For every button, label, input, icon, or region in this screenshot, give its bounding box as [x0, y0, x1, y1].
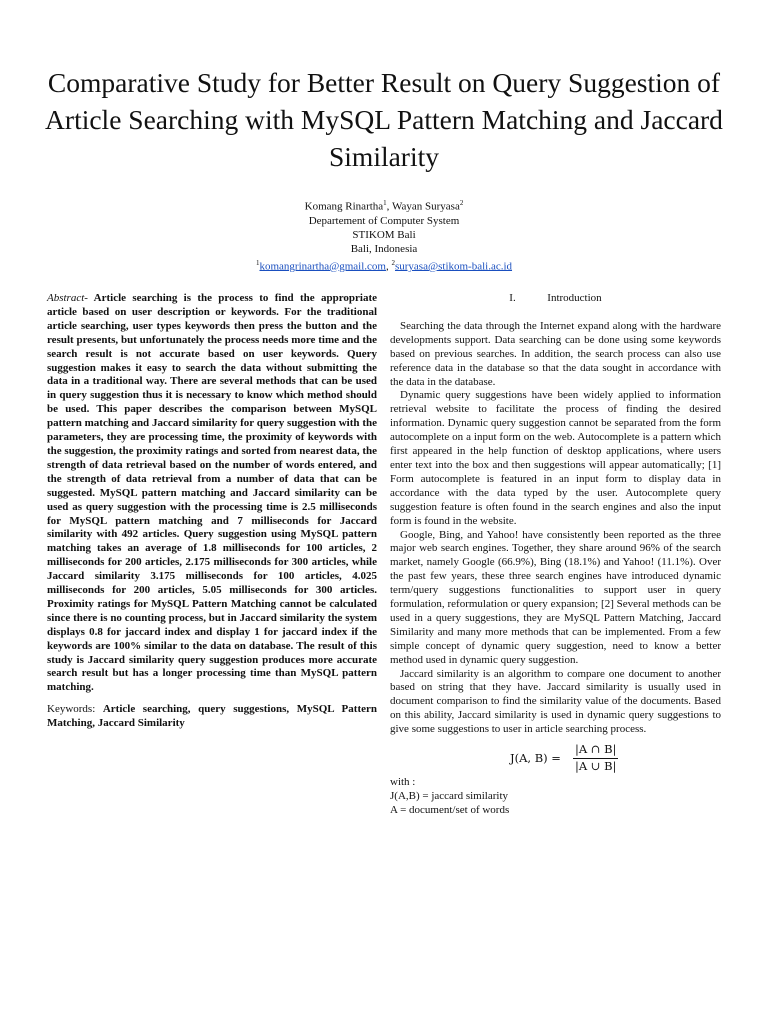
section-number: I. — [509, 292, 516, 304]
keywords-lead: Keywords: — [47, 703, 103, 716]
author-separator: , — [386, 200, 392, 213]
author-2-sup: 2 — [459, 199, 464, 207]
intro-paragraph-2: Dynamic query suggestions have been widely applied to information retrieval website to facilitate the process of finding the desired information. Dynamic query suggestion cannot be separated from the form autocomplete on a input form on the web. Autocomplete is a pattern which first appeared in the help function of desktop applications, where users enter text into the box and then suggestions will appear automatically; [1] Form autocomplete is featured in an input form to display data in accordance with the data typed by the user. Autocomplete query suggestion feature is often found in the search engines and also the input form is found in the website. — [390, 389, 721, 527]
abstract — [47, 292, 377, 695]
formula-numerator: |A ∩ B| — [573, 743, 618, 759]
paper-title: Comparative Study for Better Result on Query Suggestion of Article Searching with MySQL Pattern Matching and Jaccard Similarity — [45, 67, 723, 172]
keywords — [47, 703, 377, 731]
department: Departement of Computer System — [308, 214, 460, 227]
email-1-sup: 1 — [255, 258, 260, 267]
abstract-text: Article searching is the process to find the appropriate article based on user description or keywords. For the traditional article searching, user types keywords then press the button and the result presents, but unfortunately the process needs more time and the search result is not accurate based on user keywords. Query suggestion makes it easy to search the data without submitting the data in a traditional way. There are several methods that can be used in query suggestion thus it is necessary to know which method should be used. This paper describes the comparison between MySQL pattern matching and Jaccard similarity for query suggestion with the parameters, they are processing time, the proximity of keywords with the suggestion, the proximity ratings and sorted from nearest data, the strength of data retrieval based on the number of words entered, and the strength of data retrieval from a number of data that can be suggested. MySQL pattern matching and Jaccard similarity can be used as query suggestion with the processing time is 2.5 milliseconds for MySQL pattern matching and 7 milliseconds for Jaccard similarity with 492 articles. Query suggestion using MySQL pattern matching takes an average of 1.8 milliseconds for 100 articles, 2 milliseconds for 200 articles, 2.175 milliseconds for 300 articles, while Jaccard similarity 3.175 milliseconds for 100 articles, 4.025 milliseconds for 200 articles, 5.05 milliseconds for 300 articles. Proximity ratings for MySQL Pattern Matching cannot be calculated since there is no counting process, but in Jaccard similarity the system displays 0.8 for jaccard index and display 1 for jaccard index if the keywords are 100% similar to the data on database. The result of this study is Jaccard similarity query suggestion produces more accurate search result but has a longer processing time than MySQL pattern matching. — [47, 292, 377, 694]
section-title: Introduction — [547, 292, 602, 304]
formula-denominator: |A ∪ B| — [574, 759, 617, 773]
intro-paragraph-1: Searching the data through the Internet expand along with the hardware developments support. Data searching can be done using some keywords based on previous searches. In addition, the search process can also use reference data in the database so that the data sought in accordance with the data in the database. — [390, 319, 721, 388]
author-names — [0, 196, 768, 214]
institution: STIKOM Bali — [352, 228, 416, 241]
formula-lhs: J(A, B) = — [510, 750, 561, 765]
intro-paragraph-4: Jaccard similarity is an algorithm to compare one document to another based on string that they have. Jaccard similarity is usually used in document comparison to find the similarity value of the documents. Based on this ability, Jaccard similarity is used in dynamic query suggestions to give some suggestions to user in article searching process. — [390, 667, 721, 736]
author-2: Wayan Suryasa — [391, 200, 460, 213]
email-2-sup: 2 — [391, 258, 395, 267]
author-block — [0, 196, 768, 273]
right-column — [390, 292, 721, 818]
email-separator: , — [385, 260, 392, 273]
abstract-lead: Abstract- — [47, 292, 88, 304]
author-1: Komang Rinartha — [304, 200, 384, 213]
definition-2: A = document/set of words — [390, 803, 510, 816]
with-label: with : — [390, 775, 416, 788]
keywords-text: Article searching, query suggestions, MySQL Pattern Matching, Jaccard Similarity — [47, 703, 377, 730]
formula-fraction — [573, 743, 618, 774]
jaccard-formula — [510, 743, 721, 774]
location: Bali, Indonesia — [350, 242, 418, 255]
left-column — [47, 292, 377, 731]
section-heading — [390, 292, 721, 306]
author-1-sup: 1 — [383, 199, 387, 207]
intro-paragraph-3: Google, Bing, and Yahoo! have consistently been reported as the three major web search engines. Together, they share around 96% of the search market, namely Google (66.9%), Bing (18.1%) and Yahoo! (11.1%). Over the past few years, these three search engines have introduced dynamic term/query suggestions functionalities to support user in query formulation, reformulation or query expansion; [2] Several methods can be used in a query suggestions, they are MySQL Pattern Matching, Jaccard Similarity and many more methods that can be implemented. From a few simple concept of dynamic query suggestion, need to know a better method used in dynamic query suggestion. — [390, 528, 721, 666]
definition-1: J(A,B) = jaccard similarity — [390, 789, 509, 802]
email-2-link[interactable]: suryasa@stikom-bali.ac.id — [394, 260, 513, 273]
emails — [0, 256, 768, 274]
email-1-link[interactable]: komangrinartha@gmail.com — [259, 260, 386, 273]
